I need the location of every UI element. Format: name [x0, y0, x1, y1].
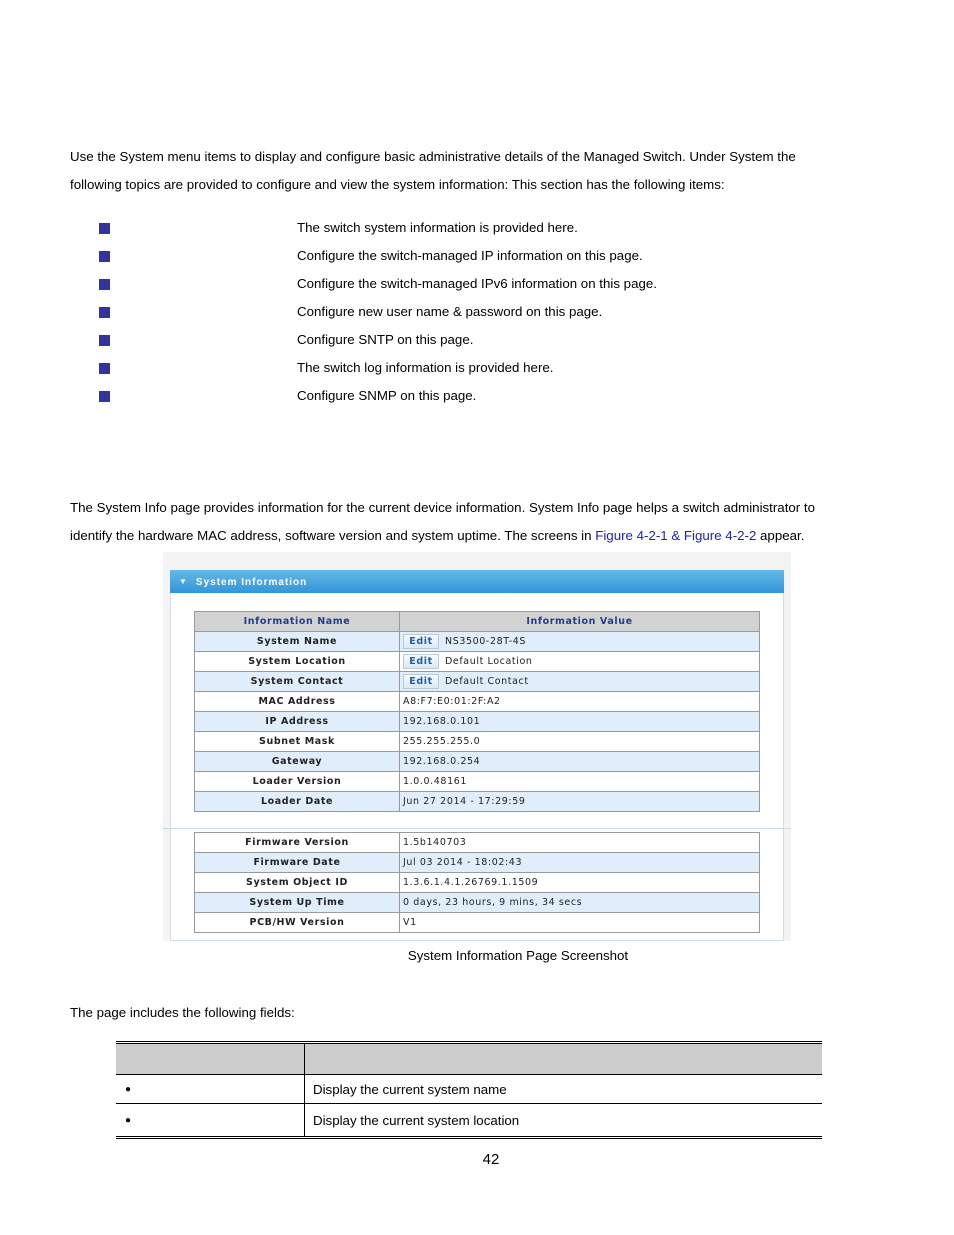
table-row	[195, 652, 760, 672]
fields-table	[116, 1041, 822, 1139]
row-name: Subnet Mask	[195, 732, 400, 752]
fields-header-description	[305, 1043, 823, 1075]
row-name: MAC Address	[195, 692, 400, 712]
table-row	[195, 772, 760, 792]
row-value: 1.3.6.1.4.1.26769.1.1509	[400, 873, 760, 893]
row-name: IP Address	[195, 712, 400, 732]
row-value: Jul 03 2014 - 18:02:43	[400, 853, 760, 873]
page-number: 42	[482, 1151, 500, 1168]
system-information-screenshot	[163, 552, 791, 941]
row-value: Default Contact	[445, 676, 529, 687]
system-info-table-top	[194, 611, 760, 812]
panel-title: System Information	[195, 577, 308, 588]
row-value: 1.5b140703	[400, 833, 760, 853]
table-row	[195, 632, 760, 652]
row-name: Firmware Date	[195, 853, 400, 873]
row-value: NS3500-28T-4S	[445, 636, 527, 647]
table-row	[195, 913, 760, 933]
row-name: PCB/HW Version	[195, 913, 400, 933]
square-bullet-icon	[99, 363, 110, 374]
intro-line-1: Use the System menu items to display and configure basic administrative details of the Managed Switch. Under System the	[70, 149, 796, 164]
table-row	[195, 893, 760, 913]
square-bullet-icon	[99, 391, 110, 402]
square-bullet-icon	[99, 279, 110, 290]
row-name: System Name	[195, 632, 400, 652]
row-value: Default Location	[445, 656, 533, 667]
bullet-icon: ●	[116, 1075, 305, 1104]
table-row	[195, 792, 760, 812]
row-value: 255.255.255.0	[400, 732, 760, 752]
table-row	[195, 672, 760, 692]
edit-system-contact-button[interactable]: Edit	[403, 674, 439, 689]
square-bullet-icon	[99, 223, 110, 234]
row-name: Gateway	[195, 752, 400, 772]
column-header-name: Information Name	[195, 612, 400, 632]
table-row	[195, 873, 760, 893]
table-row	[195, 752, 760, 772]
info-line-2-end: appear.	[756, 528, 805, 543]
edit-system-location-button[interactable]: Edit	[403, 654, 439, 669]
row-value: 0 days, 23 hours, 9 mins, 34 secs	[400, 893, 760, 913]
screenshot-split-divider	[163, 828, 791, 829]
list-item: Configure SNMP on this page.	[99, 382, 799, 410]
field-description: Display the current system name	[305, 1075, 823, 1104]
row-name: Firmware Version	[195, 833, 400, 853]
table-row	[195, 692, 760, 712]
collapse-arrow-icon: ▼	[179, 577, 188, 586]
square-bullet-icon	[99, 251, 110, 262]
system-menu-items-list	[99, 214, 799, 410]
table-row	[195, 833, 760, 853]
info-line-2-start: identify the hardware MAC address, software version and system uptime. The screens in	[70, 528, 596, 543]
table-row	[195, 712, 760, 732]
figure-caption: System Information Page Screenshot	[407, 948, 629, 963]
list-item: The switch system information is provided here.	[99, 214, 799, 242]
table-row	[116, 1075, 822, 1104]
fields-intro: The page includes the following fields:	[70, 1005, 295, 1020]
table-row	[195, 732, 760, 752]
row-name: Loader Version	[195, 772, 400, 792]
row-value: V1	[400, 913, 760, 933]
row-name: Loader Date	[195, 792, 400, 812]
table-row	[195, 853, 760, 873]
row-name: System Up Time	[195, 893, 400, 913]
row-name: System Contact	[195, 672, 400, 692]
system-info-paragraph	[70, 494, 870, 550]
edit-system-name-button[interactable]: Edit	[403, 634, 439, 649]
row-name: System Location	[195, 652, 400, 672]
intro-paragraph	[70, 143, 870, 199]
row-value: 192.168.0.101	[400, 712, 760, 732]
system-info-table-bottom	[194, 832, 760, 933]
row-name: System Object ID	[195, 873, 400, 893]
panel-title-bar	[170, 570, 784, 593]
row-value: A8:F7:E0:01:2F:A2	[400, 692, 760, 712]
square-bullet-icon	[99, 335, 110, 346]
column-header-value: Information Value	[400, 612, 760, 632]
intro-line-2: following topics are provided to configure and view the system information: This section has the following items:	[70, 177, 725, 192]
table-row	[116, 1104, 822, 1138]
table-header-row	[195, 612, 760, 632]
list-item: Configure SNTP on this page.	[99, 326, 799, 354]
list-item: Configure the switch-managed IPv6 information on this page.	[99, 270, 799, 298]
square-bullet-icon	[99, 307, 110, 318]
bullet-icon: ●	[116, 1104, 305, 1138]
figure-reference-link[interactable]: Figure 4-2-1 & Figure 4-2-2	[595, 528, 757, 543]
row-value: 1.0.0.48161	[400, 772, 760, 792]
list-item: Configure new user name & password on this page.	[99, 298, 799, 326]
list-item: The switch log information is provided here.	[99, 354, 799, 382]
fields-table-header	[116, 1043, 822, 1075]
fields-header-object	[116, 1043, 305, 1075]
row-value: 192.168.0.254	[400, 752, 760, 772]
info-line-1: The System Info page provides information for the current device information. System Info page helps a switch administrator to	[70, 500, 815, 515]
field-description: Display the current system location	[305, 1104, 823, 1138]
list-item: Configure the switch-managed IP information on this page.	[99, 242, 799, 270]
row-value: Jun 27 2014 - 17:29:59	[400, 792, 760, 812]
